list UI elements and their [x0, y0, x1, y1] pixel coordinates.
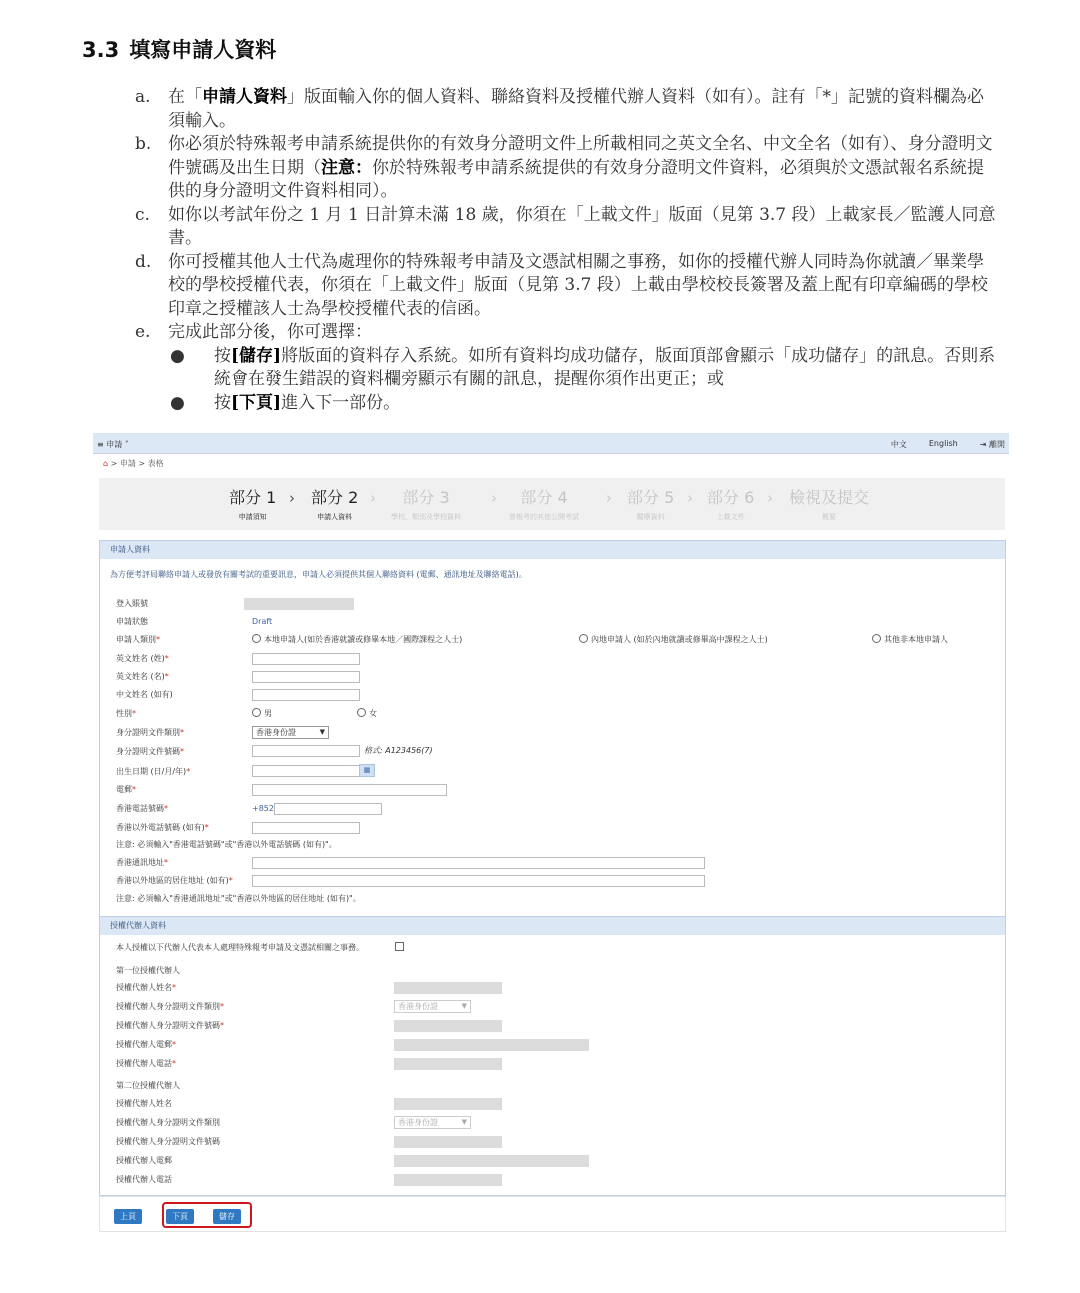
breadcrumb: ⌂ > 申請 > 表格: [103, 459, 164, 468]
first-agent-title: 第一位授權代辦人: [116, 966, 180, 975]
agent1-name-input[interactable]: [394, 982, 502, 994]
chevron-down-icon: ▼: [461, 1118, 467, 1126]
agent2-email-input[interactable]: [394, 1155, 589, 1167]
breadcrumb-apply[interactable]: 申請: [119, 459, 136, 468]
chevron-down-icon: ▼: [319, 728, 325, 736]
instruction-item-b: [135, 133, 1000, 204]
agent2-phone-input[interactable]: [394, 1174, 502, 1186]
option-bullets: [168, 345, 1000, 416]
bullet-save: ● 按[儲存]將版面的資料存入系統。如所有資料均成功儲存，版面頂部會顯示「成功儲存」的訊息。否則系統會在發生錯誤的資料欄旁顯示有關的訊息，提醒你須作出更正；或: [168, 345, 1000, 392]
agent1-idtype-select[interactable]: 香港身份證 ▼: [394, 1000, 471, 1013]
next-button[interactable]: 下頁: [166, 1209, 194, 1224]
chi-name-label: 中文姓名 (如有): [116, 690, 173, 699]
category-mainland-radio[interactable]: 內地申請人 (如於內地就讀或修畢高中課程之人士): [579, 633, 768, 647]
item-text: 如你以考試年份之 1 月 1 日計算未滿 18 歲，你須在「上載文件」版面（見第 3.7 段）上載家長／監護人同意書。: [168, 204, 996, 248]
home-icon[interactable]: ⌂: [103, 459, 109, 468]
panel-title: 授權代辦人資料: [100, 917, 1005, 935]
contact-note: 為方便考評局聯絡申請人或發放有關考試的重要訊息，申請人必須提供其個人聯絡資料 (電郵、通訊地址及聯絡電話)。: [110, 570, 527, 579]
step-4: 部分 4 曾報考的其他公開考試: [509, 488, 579, 521]
hk-phone-label: 香港電話號碼*: [116, 804, 168, 813]
section-heading: [82, 34, 276, 64]
breadcrumb-form: 表格: [147, 459, 164, 468]
instruction-item-d: [135, 251, 1000, 322]
progress-stepper: [99, 478, 1005, 530]
hk-address-label: 香港通訊地址*: [116, 858, 168, 867]
item-letter: b.: [135, 134, 152, 154]
agent2-phone-label: 授權代辦人電話: [116, 1175, 172, 1184]
chevron-right-icon: ›: [767, 489, 773, 507]
lang-en-link[interactable]: English: [928, 439, 958, 448]
agent2-idtype-select[interactable]: 香港身份證 ▼: [394, 1116, 471, 1129]
chevron-right-icon: ›: [491, 489, 497, 507]
calendar-icon[interactable]: ▦: [359, 764, 375, 777]
agent-panel: [99, 916, 1006, 1196]
agent2-name-label: 授權代辦人姓名: [116, 1099, 172, 1108]
logout-link[interactable]: ⇥ 離開: [979, 440, 1005, 449]
dob-input[interactable]: [252, 765, 360, 777]
agent2-idno-label: 授權代辦人身分證明文件號碼: [116, 1137, 220, 1146]
item-text: 你必須於特殊報考申請系統提供你的有效身分證明文件上所載相同之英文全名、中文全名（如有）、身分證明文件號碼及出生日期（注意：你於特殊報考申請系統提供的有效身分證明文件資料，必須與於文憑試報名系統提供的身分證明文件資料相同）。: [168, 134, 993, 201]
item-letter: e.: [135, 322, 151, 342]
hk-phone-prefix: +852: [252, 804, 274, 813]
id-no-label: 身分證明文件號碼*: [116, 747, 184, 756]
top-nav-bar: [93, 433, 1009, 454]
other-address-label: 香港以外地區的居住地址 (如有)*: [116, 876, 233, 885]
agent1-idtype-label: 授權代辦人身分證明文件類別*: [116, 1002, 224, 1011]
email-input[interactable]: [252, 784, 447, 796]
agent1-email-label: 授權代辦人電郵*: [116, 1040, 176, 1049]
agent1-phone-input[interactable]: [394, 1058, 502, 1070]
address-note: 注意: 必須輸入"香港通訊地址"或"香港以外地區的居住地址 (如有)"。: [116, 894, 361, 903]
form-footer: [99, 1196, 1006, 1232]
category-other-radio[interactable]: 其他非本地申請人: [872, 633, 948, 647]
agent2-name-input[interactable]: [394, 1098, 502, 1110]
category-local-radio[interactable]: 本地申請人(如於香港就讀或修畢本地／國際課程之人士): [252, 633, 462, 647]
bullet-icon: ●: [170, 392, 185, 413]
id-no-input[interactable]: [252, 745, 360, 757]
item-letter: a.: [135, 87, 151, 107]
instruction-item-e: [135, 321, 1000, 345]
step-3: 部分 3 學校、類別及學校資料: [391, 488, 461, 521]
gender-male-radio[interactable]: 男: [252, 707, 272, 721]
status-value: Draft: [252, 617, 273, 626]
id-format-hint: 格式: A123456(7): [364, 746, 433, 755]
agent1-phone-label: 授權代辦人電話*: [116, 1059, 176, 1068]
instruction-item-c: [135, 204, 1000, 251]
apply-menu[interactable]: ≡ 申請 ˅: [97, 440, 129, 449]
email-label: 電郵*: [116, 785, 136, 794]
step-2[interactable]: 部分 2 申請人資料: [311, 488, 359, 521]
gender-label: 性別*: [116, 709, 136, 718]
hk-phone-input[interactable]: [274, 803, 382, 815]
agent1-email-input[interactable]: [394, 1039, 589, 1051]
gender-female-radio[interactable]: 女: [357, 707, 377, 721]
step-1[interactable]: 部分 1 申請須知: [229, 488, 277, 521]
other-phone-label: 香港以外電話號碼 (如有)*: [116, 823, 209, 832]
section-number: 3.3: [82, 38, 120, 62]
chevron-right-icon: ›: [687, 489, 693, 507]
item-letter: c.: [135, 204, 150, 225]
step-6: 部分 6 上載文件: [707, 488, 755, 521]
applicant-panel: [99, 540, 1006, 917]
other-phone-input[interactable]: [252, 822, 360, 834]
id-type-select[interactable]: 香港身份證 ▼: [252, 726, 329, 739]
agent1-name-label: 授權代辦人姓名*: [116, 983, 176, 992]
eng-surname-label: 英文姓名 (姓)*: [116, 654, 169, 663]
phone-note: 注意: 必須輸入"香港電話號碼"或"香港以外電話號碼 (如有)"。: [116, 840, 337, 849]
agent-consent-checkbox[interactable]: [395, 941, 404, 955]
lang-zh-link[interactable]: 中文: [890, 440, 907, 449]
item-text: 完成此部分後，你可選擇：: [168, 322, 372, 342]
save-button[interactable]: 儲存: [213, 1209, 241, 1224]
step-review: 檢視及提交 概要: [789, 488, 870, 521]
instruction-item-a: [135, 86, 1000, 133]
item-text: 你可授權其他人士代為處理你的特殊報考申請及文憑試相關之事務，如你的授權代辦人同時為你就讀／畢業學校的學校授權代表，你須在「上載文件」版面（見第 3.7 段）上載由學校校長簽署及蓋上配有印章編碼的學校印章之授權該人士為學校授權代表的信函。: [168, 251, 988, 319]
instruction-list: [135, 86, 1000, 415]
dob-label: 出生日期 (日/月/年)*: [116, 767, 191, 776]
hk-address-input[interactable]: [252, 857, 705, 869]
eng-given-input[interactable]: [252, 671, 360, 683]
form-screenshot: [93, 433, 1009, 1238]
item-text: 在「申請人資料」版面輸入你的個人資料、聯絡資料及授權代辦人資料（如有）。註有「*」記號的資料欄為必須輸入。: [168, 87, 984, 131]
other-address-input[interactable]: [252, 875, 705, 887]
agent2-email-label: 授權代辦人電郵: [116, 1156, 172, 1165]
agent1-idno-label: 授權代辦人身分證明文件號碼*: [116, 1021, 224, 1030]
chevron-down-icon: ▼: [461, 1002, 467, 1010]
item-letter: d.: [135, 251, 152, 272]
chevron-right-icon: ›: [370, 489, 376, 507]
id-type-label: 身分證明文件類別*: [116, 728, 184, 737]
step-5: 部分 5 醫療資料: [627, 488, 675, 521]
prev-button[interactable]: 上頁: [114, 1209, 142, 1224]
login-value-redacted: [244, 598, 354, 610]
status-label: 申請狀態: [116, 617, 148, 626]
chevron-right-icon: ›: [289, 489, 295, 507]
category-label: 申請人類別*: [116, 635, 160, 644]
agent2-idno-input[interactable]: [394, 1136, 502, 1148]
agent1-idno-input[interactable]: [394, 1020, 502, 1032]
panel-title: 申請人資料: [100, 541, 1005, 559]
eng-surname-input[interactable]: [252, 653, 360, 665]
bullet-icon: ●: [170, 345, 185, 366]
bullet-next: ● 按[下頁]進入下一部份。: [168, 392, 1000, 416]
login-label: 登入賬號: [116, 599, 148, 608]
agent2-idtype-label: 授權代辦人身分證明文件類別: [116, 1118, 220, 1127]
section-title: 填寫申請人資料: [129, 38, 277, 62]
agent-consent-label: 本人授權以下代辦人代表本人處理特殊報考申請及文憑試相關之事務。: [116, 943, 364, 952]
second-agent-title: 第二位授權代辦人: [116, 1081, 180, 1090]
chevron-right-icon: ›: [606, 489, 612, 507]
chi-name-input[interactable]: [252, 689, 360, 701]
eng-given-label: 英文姓名 (名)*: [116, 672, 169, 681]
